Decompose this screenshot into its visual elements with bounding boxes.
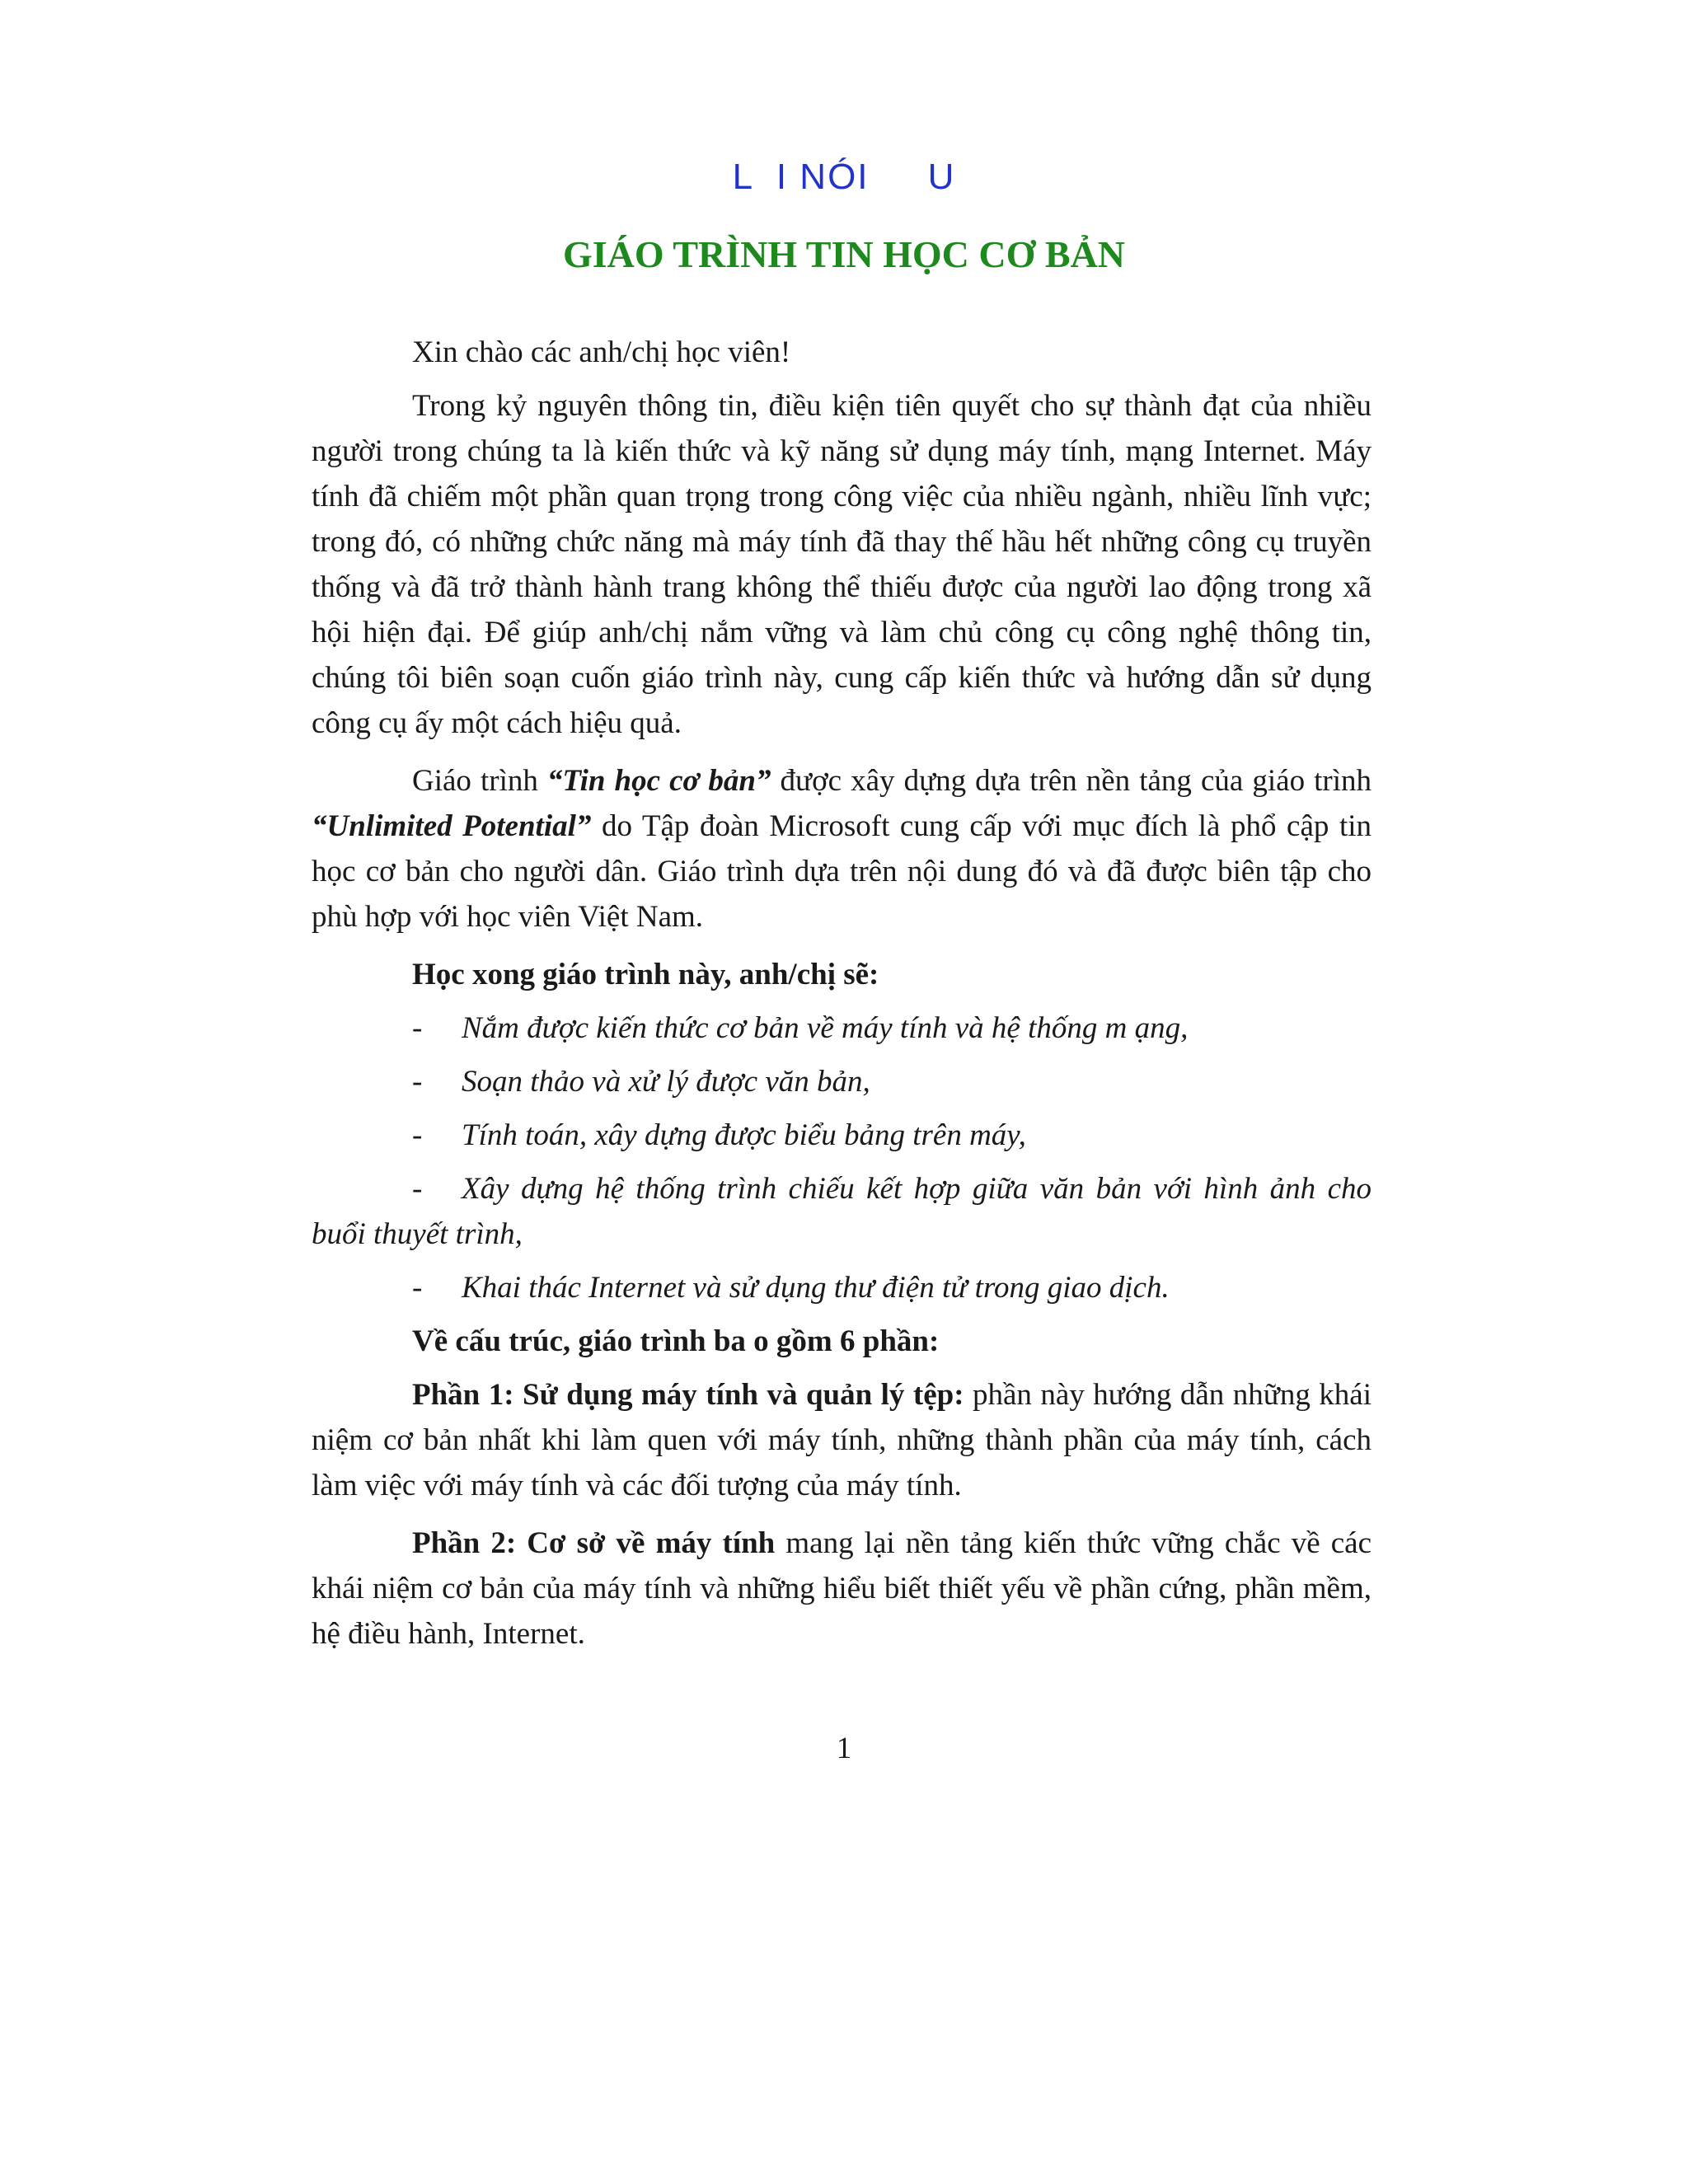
bullet-dash: - — [412, 1271, 423, 1305]
list-item-text: Nắm được kiến thức cơ bản về máy tính và hệ thống m ạng, — [462, 1011, 1189, 1045]
list-item — [312, 1265, 1372, 1310]
greeting-line: Xin chào các anh/chị học viên! — [412, 335, 791, 369]
list-item — [312, 1113, 1372, 1158]
list-item-text: Tính toán, xây dựng được biểu bảng trên máy, — [462, 1118, 1026, 1152]
list-item — [312, 1059, 1372, 1104]
list-item-text: Khai thác Internet và sử dụng thư điện tử trong giao dịch. — [462, 1271, 1170, 1305]
list-item — [312, 1005, 1372, 1051]
part-1-label: Phần 1: Sử dụng máy tính và quản lý tệp: — [412, 1378, 964, 1412]
part-1-text: phần này hướng dẫn những khái niệm cơ bản nhất khi làm quen với máy tính, những thành phần của máy tính, cách làm việc với máy tính và các đối tượng của máy tính. — [312, 1378, 1372, 1502]
bullet-dash: - — [412, 1172, 423, 1206]
part-2-text: mang lại nền tảng kiến thức vững chắc về các khái niệm cơ bản của máy tính và những hiểu biết thiết yếu về phần cứng, phần mềm, hệ điều hành, Internet. — [312, 1526, 1372, 1651]
source-paragraph-text-1: Giáo trình — [412, 764, 547, 798]
part-2-label: Phần 2: Cơ sở về máy tính — [412, 1526, 776, 1560]
source-paragraph — [312, 758, 1372, 940]
list-item-text: Soạn thảo và xử lý được văn bản, — [462, 1065, 870, 1099]
part-2-paragraph — [312, 1521, 1372, 1657]
preface-title: L I NÓI U — [732, 157, 956, 197]
document-title: GIÁO TRÌNH TIN HỌC CƠ BẢN — [562, 233, 1126, 275]
list-item-text: Xây dựng hệ thống trình chiếu kết hợp giữa văn bản với hình ảnh cho buổi thuyết trình, — [312, 1172, 1372, 1251]
page-number: 1 — [836, 1732, 852, 1765]
source-title: “Unlimited Potential” — [312, 809, 592, 843]
document-body — [312, 330, 1372, 1669]
intro-paragraph: Trong kỷ nguyên thông tin, điều kiện tiên quyết cho sự thành đạt của nhiều người trong chúng ta là kiến thức và kỹ năng sử dụng máy tính, mạng Internet. Máy tính đã chiếm một phần quan trọng trong công việc của nhiều ngành, nhiều lĩnh vực; trong đó, có những chức năng mà máy tính đã thay thế hầu hết những công cụ truyền thống và đã trở thành hành trang không thể thiếu được của người lao động trong xã hội hiện đại. Để giúp anh/chị nắm vững và làm chủ công cụ công nghệ thông tin, chúng tôi biên soạn cuốn giáo trình này, cung cấp kiến thức và hướng dẫn sử dụng công cụ ấy một cách hiệu quả. — [312, 389, 1372, 740]
bullet-dash: - — [412, 1118, 423, 1152]
learning-outcomes-heading: Học xong giáo trình này, anh/chị sẽ: — [412, 958, 879, 991]
structure-heading: Về cấu trúc, giáo trình ba o gồm 6 phần: — [412, 1324, 940, 1358]
list-item — [312, 1166, 1372, 1257]
part-1-paragraph — [312, 1372, 1372, 1508]
bullet-dash: - — [412, 1011, 423, 1045]
book-title: “Tin học cơ bản” — [546, 764, 771, 798]
source-paragraph-text-2: được xây dựng dựa trên nền tảng của giáo trình — [771, 764, 1372, 798]
source-paragraph-text-3: do Tập đoàn Microsoft cung cấp với mục đích là phổ cập tin học cơ bản cho người dân. Giáo trình dựa trên nội dung đó và đã được biên tập cho phù hợp với học viên Việt Nam. — [312, 809, 1372, 934]
bullet-dash: - — [412, 1065, 423, 1099]
